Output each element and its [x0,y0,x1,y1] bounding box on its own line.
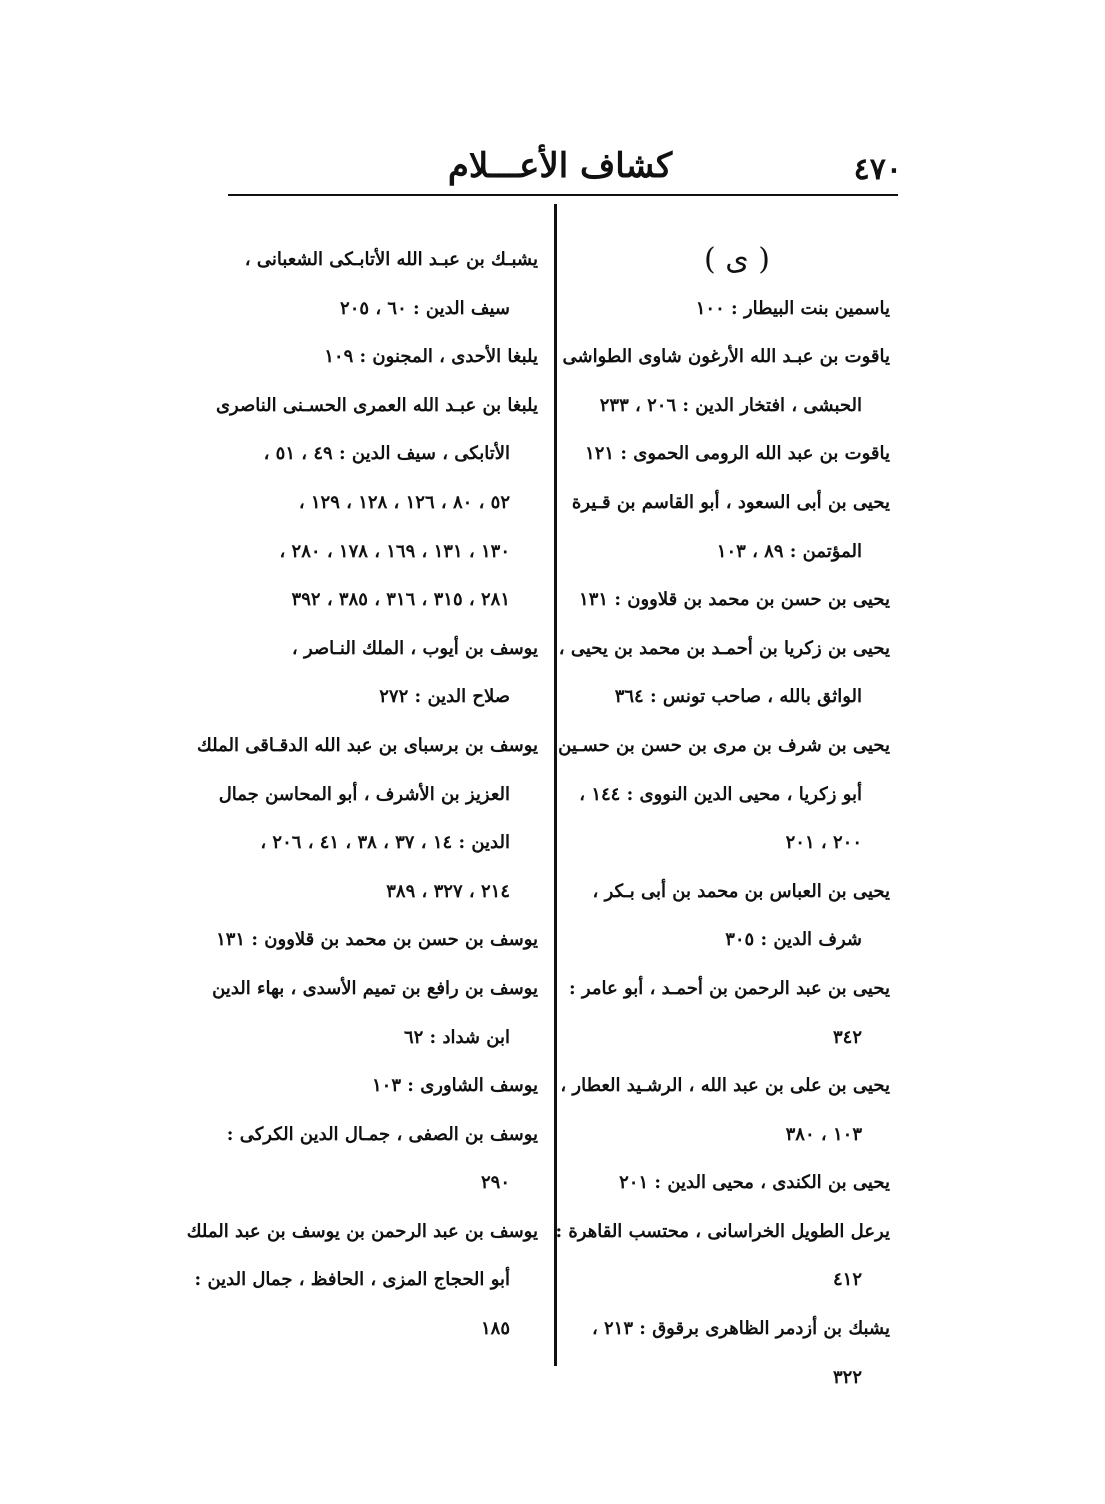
index-line: يوسف الشاورى : ١٠٣ [372,1075,538,1097]
index-line: صلاح الدين : ٢٧٢ [379,686,510,708]
index-line: ٢٩٠ [480,1172,510,1194]
index-line: المؤتمن : ٨٩ ، ١٠٣ [716,540,862,562]
index-line: ابن شداد : ٦٢ [403,1026,510,1048]
index-line: يحيى بن زكريا بن أحمـد بن محمد بن يحيى ، [558,637,890,659]
index-line: يحيى بن أبى السعود ، أبو القاسم بن قـيرة [571,491,890,513]
index-line: ١٣٠ ، ١٣١ ، ١٦٩ ، ١٧٨ ، ٢٨٠ ، [279,540,510,562]
index-line: يرعل الطويل الخراسانى ، محتسب القاهرة : [555,1220,890,1242]
index-line: يحيى بن حسن بن محمد بن قلاوون : ١٣١ [579,589,890,611]
index-line: يحيى بن عبد الرحمن بن أحمـد ، أبو عامر : [569,977,890,999]
index-line: يوسف بن رافع بن تميم الأسدى ، بهاء الدين [212,977,538,999]
index-line: سيف الدين : ٦٠ ، ٢٠٥ [340,297,510,319]
right-column [555,236,890,1402]
index-line: ٣٢٢ [832,1366,862,1388]
index-line: يحيى بن العباس بن محمد بن أبى بـكر ، [592,880,890,902]
index-line: يوسف بن عبد الرحمن بن يوسف بن عبد الملك [186,1220,538,1242]
index-line: ياسمين بنت البيطار : ١٠٠ [695,297,890,319]
index-line: ٢٠٠ ، ٢٠١ [785,832,862,854]
index-line: يلبغا الأحدى ، المجنون : ١٠٩ [324,346,538,368]
index-line: يوسف بن حسن بن محمد بن قلاوون : ١٣١ [216,929,538,951]
index-line: أبو الحجاج المزى ، الحافظ ، جمال الدين : [194,1269,510,1291]
index-line: ٣٤٢ [832,1026,862,1048]
index-line: ٥٢ ، ٨٠ ، ١٢٦ ، ١٢٨ ، ١٢٩ ، [298,491,510,513]
page-title: كشاف الأعـــلام [447,146,673,186]
index-line: ١٠٣ ، ٣٨٠ [785,1123,862,1145]
index-line: العزيز بن الأشرف ، أبو المحاسن جمال [218,783,510,805]
header-rule [228,194,898,196]
section-letter: ( ى ) [704,242,770,277]
index-line: ٢٨١ ، ٣١٥ ، ٣١٦ ، ٣٨٥ ، ٣٩٢ [291,589,510,611]
index-line: الحبشى ، افتخار الدين : ٢٠٦ ، ٢٣٣ [599,394,862,416]
index-line: ياقوت بن عبـد الله الأرغون شاوى الطواشى [562,346,890,368]
index-line: يوسف بن أيوب ، الملك النـاصر ، [291,637,538,659]
index-line: ١٨٥ [480,1318,510,1340]
index-line: يحيى بن على بن عبد الله ، الرشـيد العطار ، [560,1075,890,1097]
index-line: ٢١٤ ، ٣٢٧ ، ٣٨٩ [386,880,510,902]
index-line: الواثق بالله ، صاحب تونس : ٣٦٤ [614,686,862,708]
index-line: يحيى بن الكندى ، محيى الدين : ٢٠١ [619,1172,890,1194]
index-line: شرف الدين : ٣٠٥ [725,929,862,951]
index-line: الأتابكى ، سيف الدين : ٤٩ ، ٥١ ، [263,443,510,465]
left-column [186,236,538,1354]
index-line: يلبغا بن عبـد الله العمرى الحسـنى الناصرى [215,394,538,416]
index-line: ياقوت بن عبد الله الرومى الحموى : ١٢١ [585,443,890,465]
column-divider [554,204,557,1366]
index-line: يشبـك بن عبـد الله الأتابـكى الشعبانى ، [244,249,538,270]
index-line: يشبك بن أزدمر الظاهرى برقوق : ٢١٣ ، [591,1318,890,1340]
index-line: يوسف بن الصفى ، جمـال الدين الكركى : [226,1123,538,1145]
index-line: يحيى بن شرف بن مرى بن حسن بن حسـين [558,734,890,756]
index-line: الدين : ١٤ ، ٣٧ ، ٣٨ ، ٤١ ، ٢٠٦ ، [260,832,510,854]
index-line: يوسف بن برسباى بن عبد الله الدقـاقى الملك [197,734,538,756]
page-number: ٤٧٠ [853,152,902,187]
index-line: ٤١٢ [832,1269,862,1291]
index-line: أبو زكريا ، محيى الدين النووى : ١٤٤ ، [579,783,862,805]
